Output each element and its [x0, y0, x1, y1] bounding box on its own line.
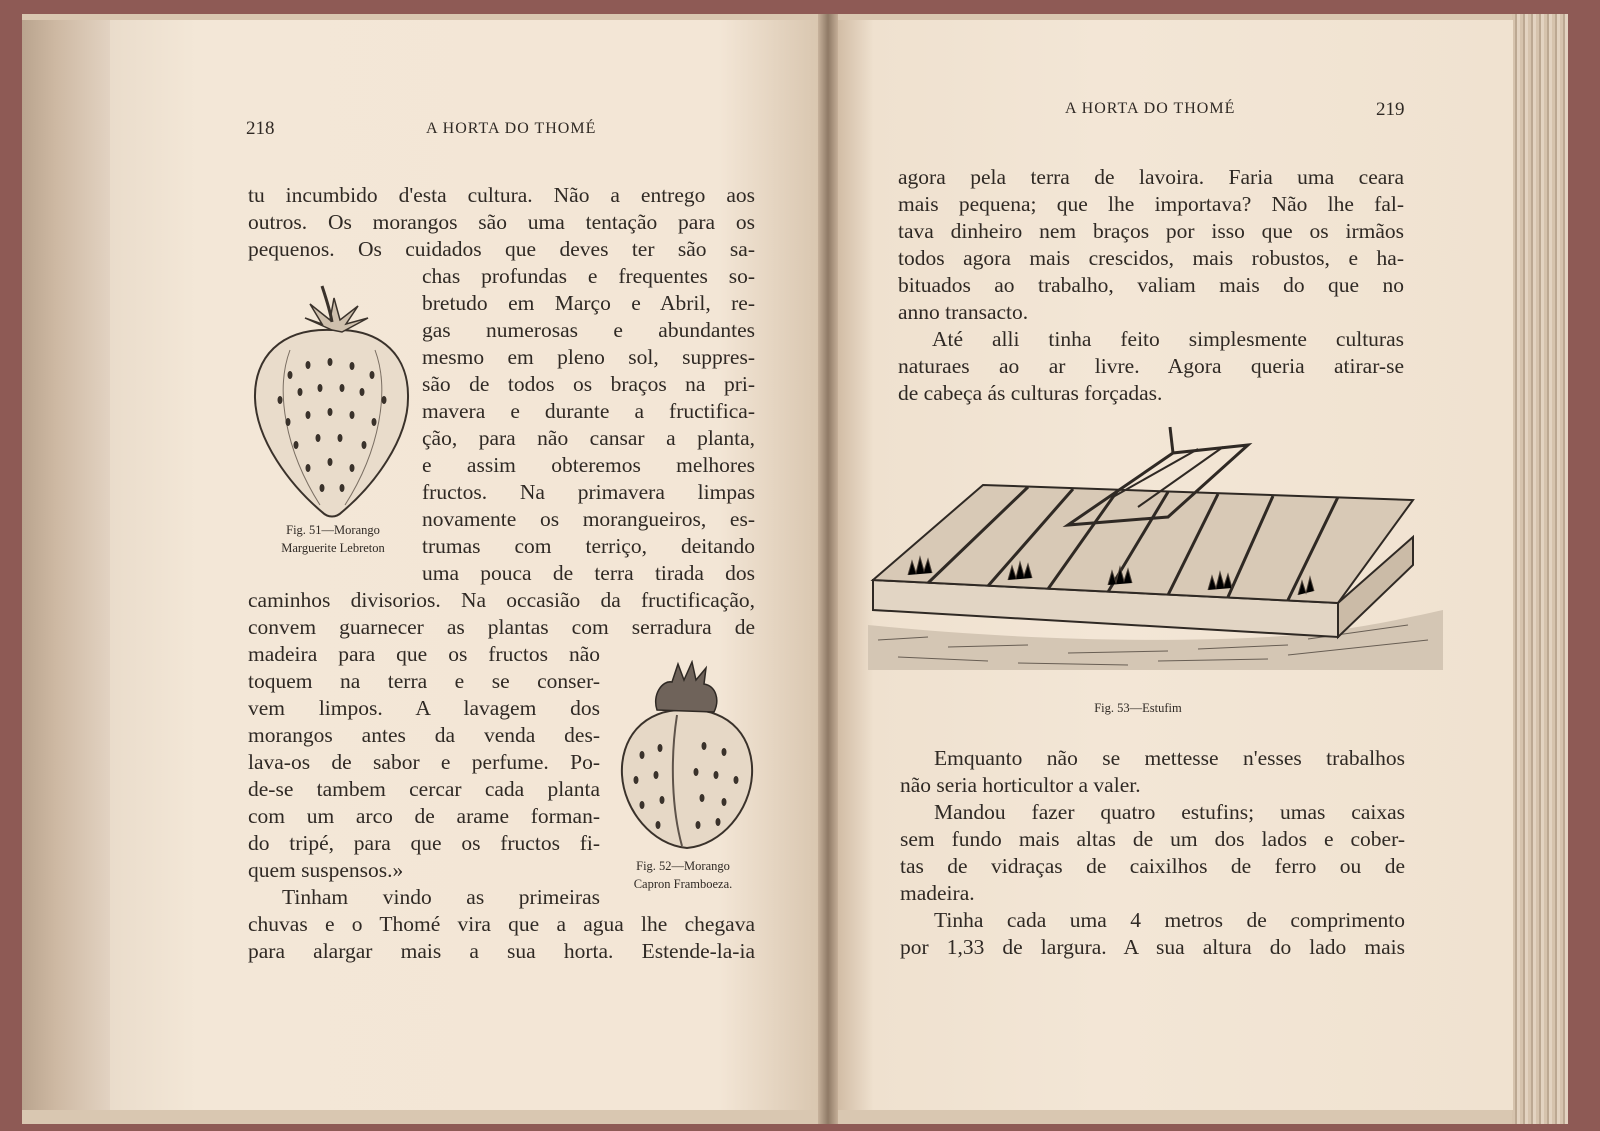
- text-line: lava-os de sabor e perfume. Po-: [248, 750, 600, 774]
- text-line: Mandou fazer quatro estufins; umas caixas: [934, 800, 1405, 824]
- left-running-head: A HORTA DO THOMÉ: [426, 120, 597, 137]
- text-line: para alargar mais a sua horta. Estende-la-ia: [248, 939, 755, 963]
- page-edges-right: [1512, 14, 1568, 1124]
- text-line: uma pouca de terra tirada dos: [422, 561, 755, 585]
- text-line: outros. Os morangos são uma tentação para os: [248, 210, 755, 234]
- left-page-number: 218: [246, 118, 275, 139]
- book-gutter: [818, 14, 838, 1124]
- text-line: de cabeça ás culturas forçadas.: [898, 381, 1163, 405]
- text-line: quem suspensos.»: [248, 858, 404, 882]
- text-line: toquem na terra e se conser-: [248, 669, 600, 693]
- fig53-caption: Fig. 53—Estufim: [1094, 701, 1182, 715]
- text-line: de-se tambem cercar cada planta: [248, 777, 600, 801]
- right-running-head: A HORTA DO THOMÉ: [1065, 100, 1236, 117]
- text-line: com um arco de arame forman-: [248, 804, 600, 828]
- text-line: tas de vidraças de caixilhos de ferro ou de: [900, 854, 1405, 878]
- text-line: chas profundas e frequentes so-: [422, 264, 755, 288]
- text-line: naturaes ao ar livre. Agora queria atirar-se: [898, 354, 1404, 378]
- text-line: bretudo em Março e Abril, re-: [422, 291, 755, 315]
- text-line: fructos. Na primavera limpas: [422, 480, 755, 504]
- fig51-caption-line2: Marguerite Lebreton: [281, 541, 385, 555]
- right-page-number: 219: [1376, 99, 1405, 120]
- text-line: caminhos divisorios. Na occasião da fructificação,: [248, 588, 755, 612]
- text-line: Tinham vindo as primeiras: [282, 885, 600, 909]
- text-line: bituados ao trabalho, valiam mais do que no: [898, 273, 1404, 297]
- strawberry-illustration-fig51: [250, 280, 415, 530]
- text-line: todos agora mais crescidos, mais robustos, e ha-: [898, 246, 1404, 270]
- text-line: mais pequena; que lhe importava? Não lhe fal-: [898, 192, 1404, 216]
- fig52-caption-line1: Fig. 52—Morango: [636, 859, 730, 873]
- text-line: chuvas e o Thomé vira que a agua lhe chegava: [248, 912, 755, 936]
- text-line: ção, para não cansar a planta,: [422, 426, 755, 450]
- text-line: são de todos os braços na pri-: [422, 372, 755, 396]
- text-line: mavera e durante a fructifica-: [422, 399, 755, 423]
- text-line: gas numerosas e abundantes: [422, 318, 755, 342]
- fig52-caption-line2: Capron Framboeza.: [633, 877, 733, 891]
- text-line: e assim obteremos melhores: [422, 453, 755, 477]
- text-line: por 1,33 de largura. A sua altura do lado mais: [900, 935, 1405, 959]
- page-edges-left: [22, 20, 117, 1110]
- text-line: pequenos. Os cuidados que deves ter são sa-: [248, 237, 755, 261]
- cold-frame-illustration-fig53: [868, 425, 1443, 680]
- text-line: Tinha cada uma 4 metros de comprimento: [934, 908, 1405, 932]
- fig51-caption-line1: Fig. 51—Morango: [286, 523, 380, 537]
- text-line: Até alli tinha feito simplesmente culturas: [932, 327, 1404, 351]
- text-line: convem guarnecer as plantas com serradura de: [248, 615, 755, 639]
- strawberry-illustration-fig52: [612, 660, 762, 860]
- text-line: madeira.: [900, 881, 975, 905]
- text-line: mesmo em pleno sol, suppres-: [422, 345, 755, 369]
- text-line: tava dinheiro nem braços por isso que os irmãos: [898, 219, 1404, 243]
- text-line: Emquanto não se mettesse n'esses trabalhos: [934, 746, 1405, 770]
- text-line: do tripé, para que os fructos fi-: [248, 831, 600, 855]
- text-line: novamente os morangueiros, es-: [422, 507, 755, 531]
- text-line: não seria horticultor a valer.: [900, 773, 1141, 797]
- text-line: madeira para que os fructos não: [248, 642, 600, 666]
- text-line: anno transacto.: [898, 300, 1029, 324]
- text-line: morangos antes da venda des-: [248, 723, 600, 747]
- text-line: agora pela terra de lavoira. Faria uma ceara: [898, 165, 1404, 189]
- text-line: trumas com terriço, deitando: [422, 534, 755, 558]
- text-line: vem limpos. A lavagem dos: [248, 696, 600, 720]
- text-line: sem fundo mais altas de um dos lados e cober-: [900, 827, 1405, 851]
- text-line: tu incumbido d'esta cultura. Não a entrego aos: [248, 183, 755, 207]
